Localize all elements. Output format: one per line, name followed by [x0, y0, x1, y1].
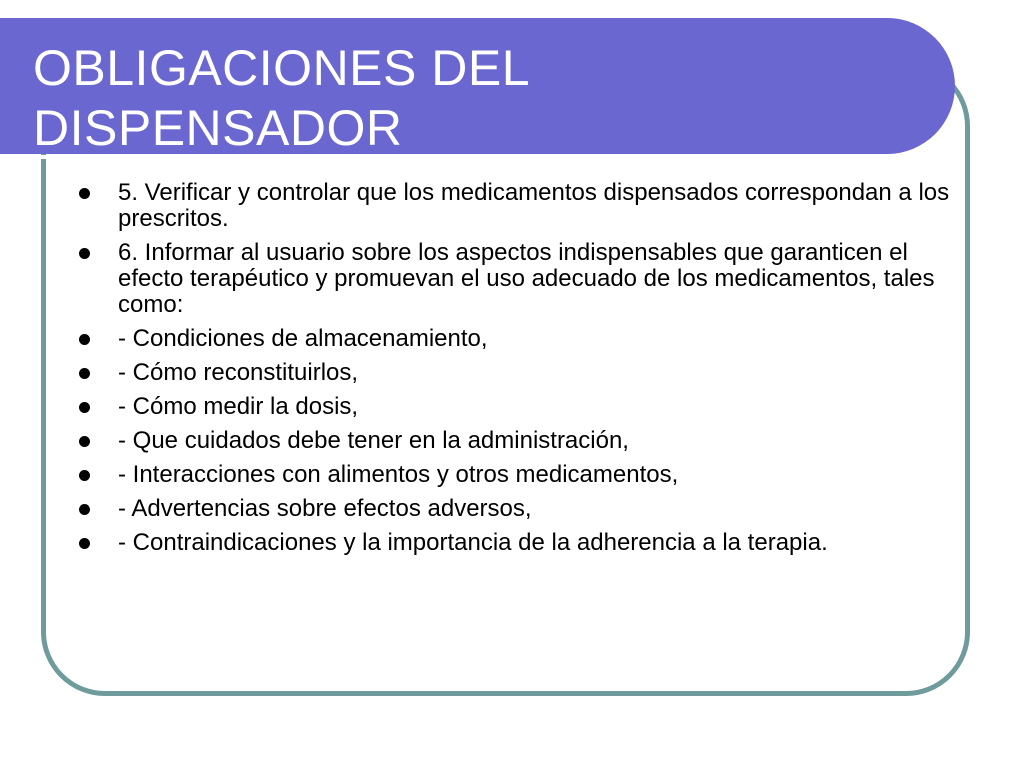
list-item-text: - Contraindicaciones y la importancia de la adherencia a la terapia.	[118, 529, 828, 556]
list-item	[72, 360, 952, 386]
list-item-text: - Que cuidados debe tener en la administración,	[118, 427, 629, 454]
title-line-1: OBLIGACIONES DEL	[33, 40, 531, 96]
list-item	[72, 496, 952, 522]
list-item	[72, 530, 952, 556]
bullet-icon	[79, 504, 90, 515]
list-item	[72, 240, 952, 318]
list-item-text: 5. Verificar y controlar que los medicamentos dispensados correspondan a los prescritos.	[118, 179, 950, 232]
list-item-text: - Advertencias sobre efectos adversos,	[118, 495, 532, 522]
bullet-icon	[79, 538, 90, 549]
list-item-text: - Cómo reconstituirlos,	[118, 359, 359, 386]
bullet-icon	[79, 436, 90, 447]
list-item-text: 6. Informar al usuario sobre los aspectos indispensables que garanticen el efecto terapéutico y promuevan el uso adecuado de los medicamentos, tales como:	[118, 239, 935, 318]
bullet-icon	[79, 334, 90, 345]
bullet-icon	[79, 470, 90, 481]
list-item	[72, 428, 952, 454]
list-item	[72, 326, 952, 352]
list-item	[72, 180, 952, 232]
title-bar	[0, 18, 955, 154]
list-item	[72, 394, 952, 420]
bullet-icon	[79, 368, 90, 379]
list-item-text: - Interacciones con alimentos y otros medicamentos,	[118, 461, 679, 488]
bullet-icon	[79, 188, 90, 199]
list-item-text: - Cómo medir la dosis,	[118, 393, 359, 420]
slide-title	[33, 38, 893, 159]
bullet-icon	[79, 248, 90, 259]
list-item	[72, 462, 952, 488]
title-line-2: DISPENSADOR	[33, 101, 903, 159]
bullet-icon	[79, 402, 90, 413]
bullet-list	[72, 180, 952, 564]
list-item-text: - Condiciones de almacenamiento,	[118, 325, 488, 352]
